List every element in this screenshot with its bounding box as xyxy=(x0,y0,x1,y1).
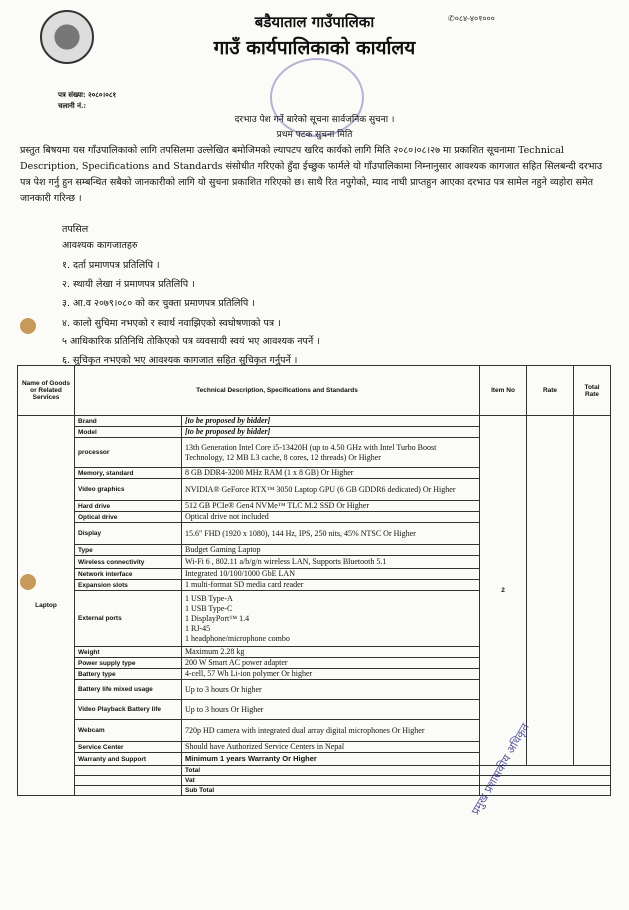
spec-description: 4-cell, 57 Wh Li-ion polymer Or higher xyxy=(182,669,480,680)
totals-label: Vat xyxy=(182,776,480,786)
spec-feature: Type xyxy=(75,545,182,556)
spec-feature: External ports xyxy=(75,591,182,647)
item-name: Laptop xyxy=(18,416,75,796)
totals-spacer xyxy=(75,786,182,796)
spec-description: Minimum 1 years Warranty Or Higher xyxy=(182,753,480,766)
totals-label: Sub Total xyxy=(182,786,480,796)
spec-description: 1 multi-format SD media card reader xyxy=(182,580,480,591)
spec-feature: Network interface xyxy=(75,569,182,580)
requirement-item: ३. आ.व २०७९।०८० को कर चुक्ता प्रमाणपत्र प्रतिलिपि । xyxy=(62,298,255,309)
item-quantity: 2 xyxy=(480,416,527,766)
dispatch-number: चलानी नं.: xyxy=(58,101,87,110)
totals-spacer xyxy=(75,766,182,776)
spec-description: [to be proposed by bidder] xyxy=(182,416,480,427)
spec-feature: Video Playback Battery life xyxy=(75,700,182,720)
spec-feature: Video graphics xyxy=(75,479,182,501)
spec-row xyxy=(18,416,611,427)
requirement-item: २. स्थायी लेखा नं प्रमाणपत्र प्रतिलिपि । xyxy=(62,279,195,290)
spec-feature: Brand xyxy=(75,416,182,427)
rate-cell xyxy=(527,416,574,766)
totals-value xyxy=(480,786,611,796)
spec-description: Maximum 2.28 kg xyxy=(182,647,480,658)
spec-feature: Weight xyxy=(75,647,182,658)
totals-label: Total xyxy=(182,766,480,776)
spec-description: Wi-Fi 6 , 802.11 a/b/g/n wireless LAN, Supports Bluetooth 5.1 xyxy=(182,556,480,569)
spec-feature: Power supply type xyxy=(75,658,182,669)
spec-feature: Service Center xyxy=(75,742,182,753)
org-name: बडैयाताल गाउँपालिका xyxy=(254,13,375,31)
total-rate-cell xyxy=(574,416,611,766)
spec-description: 13th Generation Intel Core i5-13420H (up to 4.50 GHz with Intel Turbo Boost Technology, 12 MB L3 cache, 8 cores, 12 threads) Or Higher xyxy=(182,438,480,468)
spec-feature: Battery type xyxy=(75,669,182,680)
requirement-item: ५ आधिकारिक प्रतिनिधि तोकिएको पत्र व्यवसायी स्वयं भए आवश्यक नपर्ने । xyxy=(62,336,320,347)
office-name: गाउँ कार्यपालिकाको कार्यालय xyxy=(213,37,416,59)
spec-description: NVIDIA® GeForce RTX™ 3050 Laptop GPU (6 GB GDDR6 dedicated) Or Higher xyxy=(182,479,480,501)
spec-description: 512 GB PCIe® Gen4 NVMe™ TLC M.2 SSD Or Higher xyxy=(182,501,480,512)
spec-description: [to be proposed by bidder] xyxy=(182,427,480,438)
docs-heading: आवश्यक कागजातहरु xyxy=(62,240,138,251)
spec-description: 1 USB Type-A 1 USB Type-C 1 DisplayPort™ 1.4 1 RJ-45 1 headphone/microphone combo xyxy=(182,591,480,647)
header-item-no: Item No xyxy=(480,366,527,416)
phone-number: ✆०८४-४०१००० xyxy=(448,14,495,23)
spec-description: Budget Gaming Laptop xyxy=(182,545,480,556)
spec-feature: Webcam xyxy=(75,720,182,742)
spec-feature: Optical drive xyxy=(75,512,182,523)
requirement-item: ४. कालो सुचिमा नभएको र स्वार्थ नवाझिएको स्वघोषणाको पत्र । xyxy=(62,318,281,329)
tapsil-heading: तपसिल xyxy=(62,224,89,235)
spec-feature: Memory, standard xyxy=(75,468,182,479)
spec-description: Should have Authorized Service Centers in Nepal xyxy=(182,742,480,753)
spec-description: Optical drive not included xyxy=(182,512,480,523)
totals-row xyxy=(18,776,611,786)
requirement-item: ६. सुचिकृत नभएको भए आवश्यक कागजात सहित सुचिकृत गर्नुपर्ने । xyxy=(62,355,298,366)
punch-hole xyxy=(20,318,36,334)
totals-spacer xyxy=(75,776,182,786)
header-rate: Rate xyxy=(527,366,574,416)
spec-description: 720p HD camera with integrated dual array digital microphones Or Higher xyxy=(182,720,480,742)
officer-signature: प्रमुख प्रशासकीय अधिकृत xyxy=(468,721,532,817)
spec-feature: Expansion slots xyxy=(75,580,182,591)
ref-number: पत्र संख्या: २०८०।०८१ xyxy=(58,90,117,99)
totals-row xyxy=(18,766,611,776)
spec-feature: Battery life mixed usage xyxy=(75,680,182,700)
spec-description: 8 GB DDR4-3200 MHz RAM (1 x 8 GB) Or Higher xyxy=(182,468,480,479)
notice-subject: दरभाउ पेश गर्ने बारेको सूचना सार्वजनिक सुचना । xyxy=(234,115,395,125)
office-stamp xyxy=(270,58,364,137)
spec-description: Up to 3 hours Or Higher xyxy=(182,700,480,720)
header-total-rate: Total Rate xyxy=(574,366,611,416)
spec-feature: processor xyxy=(75,438,182,468)
header-tech: Technical Description, Specifications and Standards xyxy=(75,366,480,416)
header-name: Name of Goods or Related Services xyxy=(18,366,75,416)
spec-feature: Model xyxy=(75,427,182,438)
totals-row xyxy=(18,786,611,796)
spec-description: Integrated 10/100/1000 GbE LAN xyxy=(182,569,480,580)
requirement-item: १. दर्ता प्रमाणपत्र प्रतिलिपि । xyxy=(62,260,160,271)
spec-description: 200 W Smart AC power adapter xyxy=(182,658,480,669)
notice-body: प्रस्तुत बिषयमा यस गाँउपालिकाको लागि तपसिलमा उल्लेखित बमोजिमको ल्यापटप खरिद कार्यको लागि मिति २०८०।०८।२७ मा प्रकाशित सूचनामा Technical Description, Specifications and Standards संसोधीत गरिएको हुँदा ईच्छुक फार्मले यो गाँउपालिकामा निम्नानुसार आवश्यक कागजात सहित सिलबन्दी दरभाउ पत्र पेश गर्नु हुन सम्बन्धित सबैको जानकारीको लागि यो सुचना प्रकाशित गरिएको छ। साथै रित नपुगेको, म्याद नाघी प्राप्तहुन आएका दरभाउ पत्र सामेल नहुने व्यहोरा समेत जानकारी गरिन्छ । xyxy=(20,145,603,204)
spec-description: Up to 3 hours Or higher xyxy=(182,680,480,700)
spec-feature: Warranty and Support xyxy=(75,753,182,766)
spec-feature: Display xyxy=(75,523,182,545)
spec-description: 15.6" FHD (1920 x 1080), 144 Hz, IPS, 250 nits, 45% NTSC Or Higher xyxy=(182,523,480,545)
first-publish-date: प्रथम पटक सुचना मिति xyxy=(276,130,353,140)
spec-feature: Hard drive xyxy=(75,501,182,512)
spec-feature: Wireless connectivity xyxy=(75,556,182,569)
